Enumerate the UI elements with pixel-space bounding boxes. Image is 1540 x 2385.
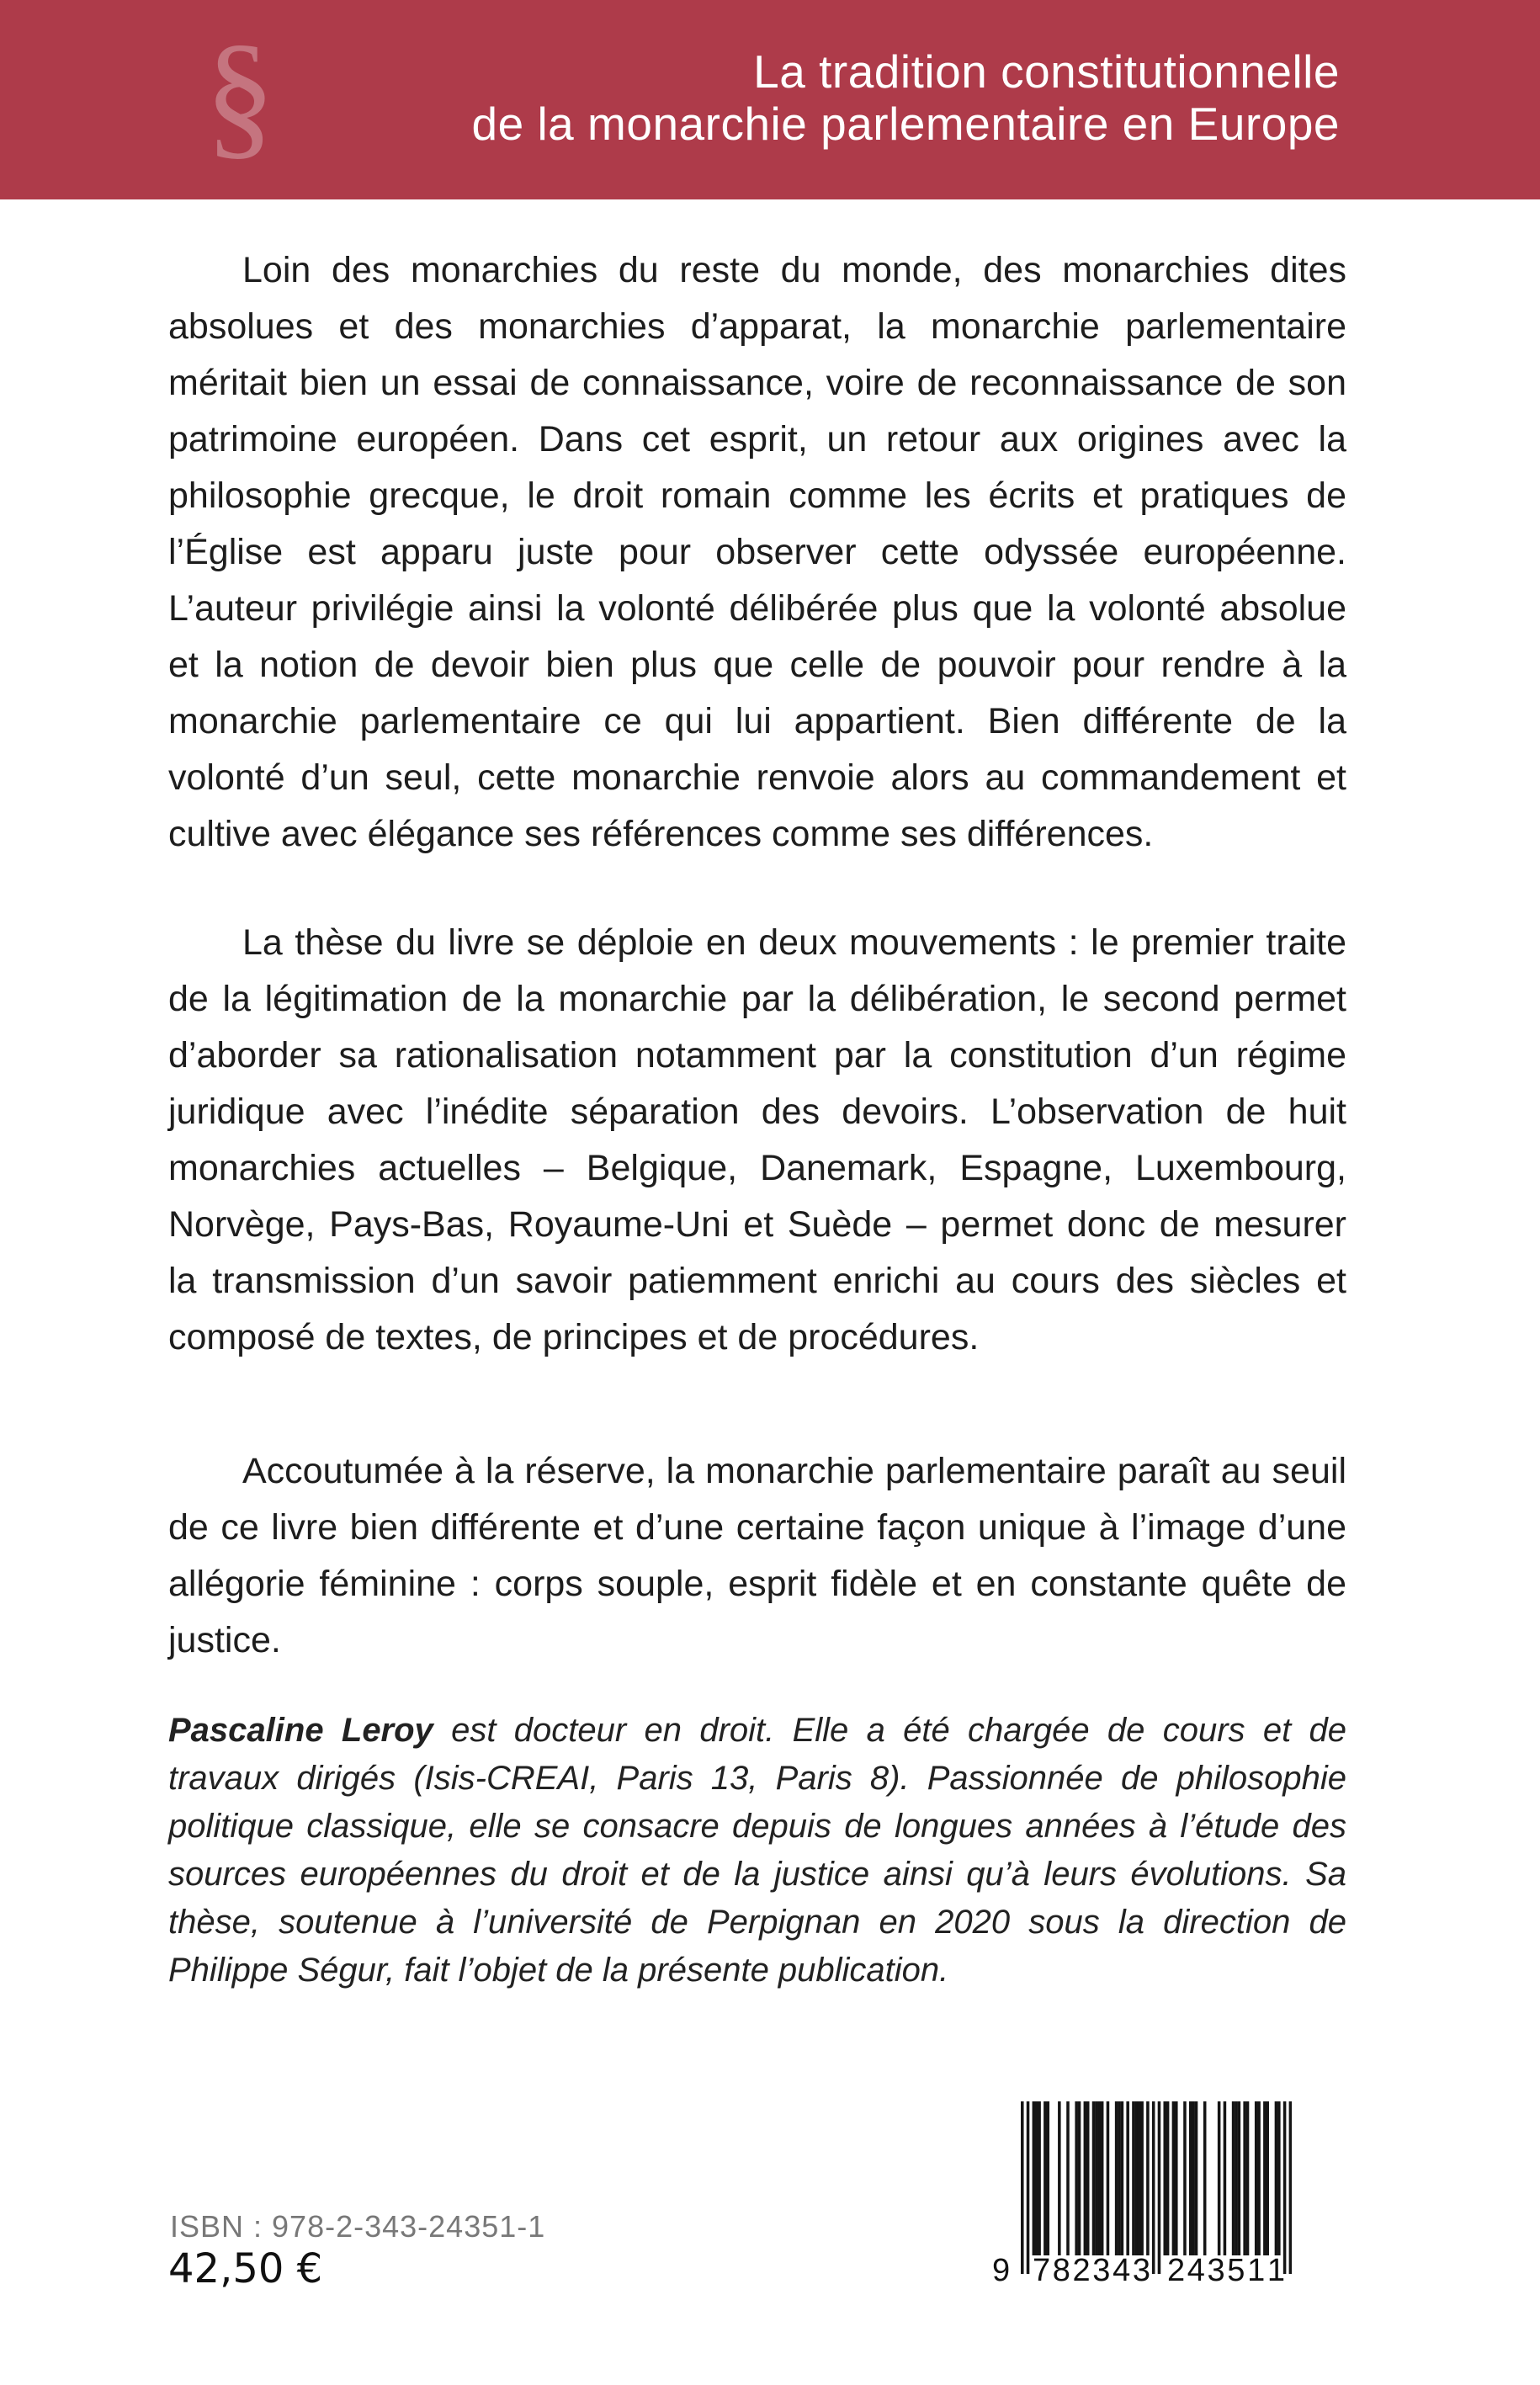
synopsis-paragraph-3: Accoutumée à la réserve, la monarchie parlementaire paraît au seuil de ce livre bien différente et d’une certaine façon unique à l’image d’une allégorie féminine : corps souple, esprit fidèle et en constante quête de justice. <box>168 1451 1346 1660</box>
barcode-digits <box>992 2253 1292 2288</box>
author-bio <box>168 1707 1346 1995</box>
barcode-digit: 8 <box>1052 2253 1070 2288</box>
header-band <box>0 0 1540 199</box>
author-bio-text: est docteur en droit. Elle a été chargée de cours et de travaux dirigés (Isis-CREAI, Paris 13, Paris 8). Passionnée de philosophie politique classique, elle se consacre depuis de longues années à l’étude des sources européennes du droit et de la justice ainsi qu’à leurs évolutions. Sa thèse, soutenue à l’université de Perpignan en 2020 sous la direction de Philippe Ségur, fait l’objet de la présente publication. <box>168 1712 1347 1989</box>
synopsis-paragraph-2: La thèse du livre se déploie en deux mouvements : le premier traite de la légitimation de la monarchie par la délibération, le second permet d’aborder sa rationalisation notamment par la constitution d’un régime juridique avec l’inédite séparation des devoirs. L’observation de huit monarchies actuelles – Belgique, Danemark, Espagne, Luxembourg, Norvège, Pays-Bas, Royaume-Uni et Suède – permet donc de mesurer la transmission d’un savoir patiemment enrichi au cours des siècles et composé de textes, de principes et de procédures. <box>168 922 1346 1357</box>
barcode-digit: 7 <box>1033 2253 1051 2288</box>
barcode-digit: 3 <box>1132 2253 1150 2288</box>
isbn-label: ISBN : 978-2-343-24351-1 <box>170 2209 546 2244</box>
price-label: 42,50 € <box>168 2245 323 2292</box>
synopsis <box>168 242 1346 1669</box>
barcode-digit-group1 <box>1033 2254 1150 2287</box>
synopsis-paragraph-1: Loin des monarchies du reste du monde, des monarchies dites absolues et des monarchies d’apparat, la monarchie parlementaire méritait bien un essai de connaissance, voire de reconnaissance de son patrimoine européen. Dans cet esprit, un retour aux origines avec la philosophie grecque, le droit romain comme les écrits et pratiques de l’Église est apparu juste pour observer cette odyssée européenne. L’auteur privilégie ainsi la volonté délibérée plus que la volonté absolue et la notion de devoir bien plus que celle de pouvoir pour rendre à la monarchie parlementaire ce qui lui appartient. Bien différente de la volonté d’un seul, cette monarchie renvoie alors au commandement et cultive avec élégance ses références comme ses différences. <box>168 250 1346 854</box>
ean13-barcode <box>992 2101 1292 2288</box>
barcode-digit: 1 <box>1247 2253 1266 2288</box>
barcode-digit: 3 <box>1207 2253 1225 2288</box>
barcode-digit: 4 <box>1113 2253 1131 2288</box>
barcode-digit: 4 <box>1187 2253 1205 2288</box>
barcode-digit-lead: 9 <box>992 2253 1011 2288</box>
section-sign-icon: § <box>204 16 275 173</box>
barcode-digit: 2 <box>1072 2253 1091 2288</box>
author-name: Pascaline Leroy <box>168 1712 433 1749</box>
barcode-digit: 3 <box>1092 2253 1111 2288</box>
barcode-digit-group2 <box>1167 2254 1285 2287</box>
book-title-line1: La tradition constitutionnelle <box>753 45 1340 98</box>
barcode-bars <box>1021 2101 1292 2274</box>
barcode-digit: 5 <box>1227 2253 1245 2288</box>
barcode-digit: 2 <box>1167 2253 1186 2288</box>
barcode-digit: 1 <box>1267 2253 1285 2288</box>
book-title-line2: de la monarchie parlementaire en Europe <box>471 98 1340 150</box>
book-title <box>472 45 1341 150</box>
